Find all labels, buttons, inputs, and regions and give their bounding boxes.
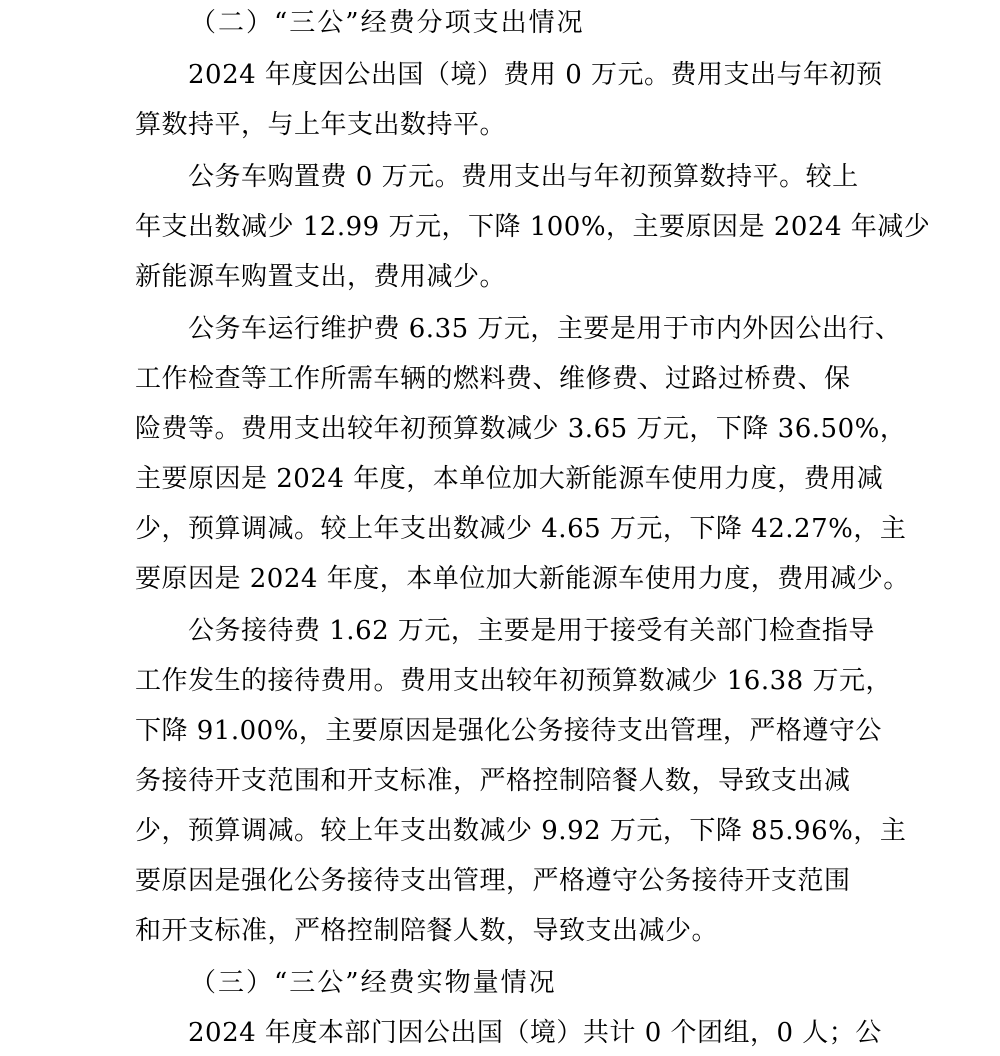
paragraph-line: 要原因是 2024 年度，本单位加大新能源车使用力度，费用减少。 [135, 564, 910, 594]
paragraph-line: 年支出数减少 12.99 万元，下降 100%，主要原因是 2024 年减少 [135, 212, 931, 242]
section-heading-3: （三）“三公”经费实物量情况 [190, 968, 557, 998]
paragraph-line: 险费等。费用支出较年初预算数减少 3.65 万元，下降 36.50%， [135, 414, 907, 444]
paragraph-line: 公务接待费 1.62 万元，主要是用于接受有关部门检查指导 [188, 616, 875, 646]
paragraph-line: 新能源车购置支出，费用减少。 [135, 262, 507, 292]
paragraph-line: 工作发生的接待费用。费用支出较年初预算数减少 16.38 万元， [135, 666, 892, 696]
paragraph-line: 2024 年度因公出国（境）费用 0 万元。费用支出与年初预 [188, 60, 883, 90]
paragraph-line: 和开支标准，严格控制陪餐人数，导致支出减少。 [135, 916, 719, 946]
paragraph-line: 要原因是强化公务接待支出管理，严格遵守公务接待开支范围 [135, 866, 851, 896]
paragraph-line: 下降 91.00%，主要原因是强化公务接待支出管理，严格遵守公 [135, 716, 882, 746]
paragraph-line: 少，预算调减。较上年支出数减少 9.92 万元，下降 85.96%，主 [135, 816, 907, 846]
paragraph-line: 主要原因是 2024 年度，本单位加大新能源车使用力度，费用减 [135, 464, 884, 494]
section-heading-2: （二）“三公”经费分项支出情况 [190, 8, 585, 38]
paragraph-line: 公务车运行维护费 6.35 万元，主要是用于市内外因公出行、 [188, 314, 902, 344]
paragraph-line: 工作检查等工作所需车辆的燃料费、维修费、过路过桥费、保 [135, 364, 851, 394]
paragraph-line: 2024 年度本部门因公出国（境）共计 0 个团组，0 人；公 [188, 1018, 882, 1048]
paragraph-line: 公务车购置费 0 万元。费用支出与年初预算数持平。较上 [188, 162, 859, 192]
paragraph-line: 少，预算调减。较上年支出数减少 4.65 万元，下降 42.27%，主 [135, 514, 907, 544]
paragraph-line: 务接待开支范围和开支标准，严格控制陪餐人数，导致支出减 [135, 766, 851, 796]
paragraph-line: 算数持平，与上年支出数持平。 [135, 110, 507, 140]
